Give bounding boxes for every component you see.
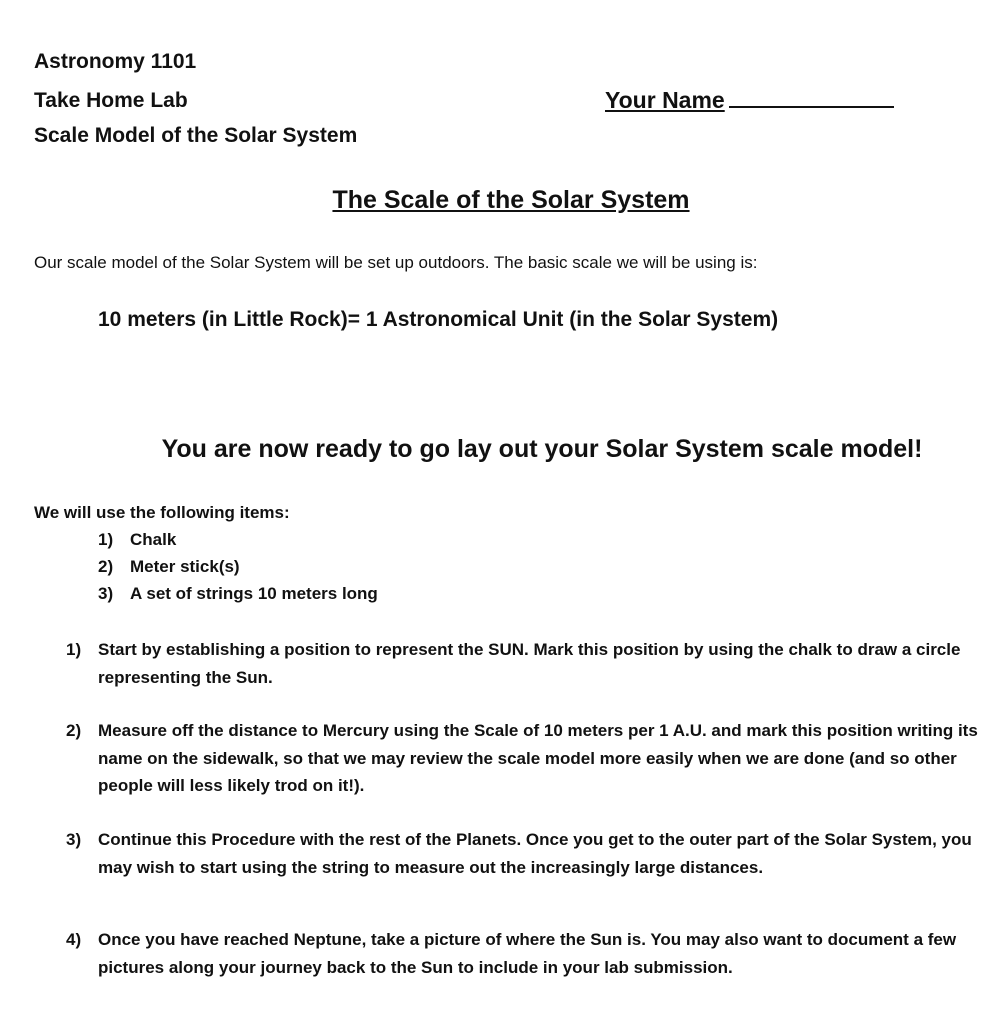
procedure-step <box>66 826 986 881</box>
items-list <box>98 529 378 610</box>
name-blank-line <box>729 88 894 108</box>
list-item-number: 3) <box>98 584 114 603</box>
step-text: Continue this Procedure with the rest of the Planets. Once you get to the outer part of the Solar System, you may wish to start using the string to measure out the increasingly large distances. <box>98 830 972 877</box>
ready-statement: You are now ready to go lay out your Solar System scale model! <box>161 435 923 463</box>
list-item-text: A set of strings 10 meters long <box>130 584 378 603</box>
intro-text: Our scale model of the Solar System will be set up outdoors. The basic scale we will be using is: <box>34 253 758 272</box>
step-text: Measure off the distance to Mercury using the Scale of 10 meters per 1 A.U. and mark this position writing its name on the sidewalk, so that we may review the scale model more easily when we are done (and so other people will less likely trod on it!). <box>98 721 978 795</box>
items-heading: We will use the following items: <box>34 503 290 522</box>
list-item <box>98 583 378 610</box>
course-title: Astronomy 1101 <box>34 50 197 73</box>
list-item-number: 2) <box>98 557 114 576</box>
name-label: Your Name <box>605 87 725 113</box>
step-number: 4) <box>66 930 82 949</box>
list-item-text: Meter stick(s) <box>130 557 240 576</box>
name-field <box>605 87 894 114</box>
list-item <box>98 529 378 556</box>
list-item <box>98 556 378 583</box>
lab-title: Take Home Lab <box>34 89 188 112</box>
list-item-number: 1) <box>98 530 114 549</box>
list-item-text: Chalk <box>130 530 177 549</box>
step-number: 1) <box>66 640 82 659</box>
lab-subtitle: Scale Model of the Solar System <box>34 124 358 147</box>
procedure-step <box>66 717 986 800</box>
procedure-step <box>66 926 986 981</box>
step-number: 2) <box>66 721 82 740</box>
scale-statement: 10 meters (in Little Rock)= 1 Astronomical Unit (in the Solar System) <box>98 308 779 331</box>
step-text: Start by establishing a position to represent the SUN. Mark this position by using the chalk to draw a circle representing the Sun. <box>98 640 961 687</box>
step-text: Once you have reached Neptune, take a picture of where the Sun is. You may also want to document a few pictures along your journey back to the Sun to include in your lab submission. <box>98 930 957 977</box>
section-title: The Scale of the Solar System <box>332 186 690 214</box>
step-number: 3) <box>66 830 82 849</box>
procedure-step <box>66 636 986 691</box>
